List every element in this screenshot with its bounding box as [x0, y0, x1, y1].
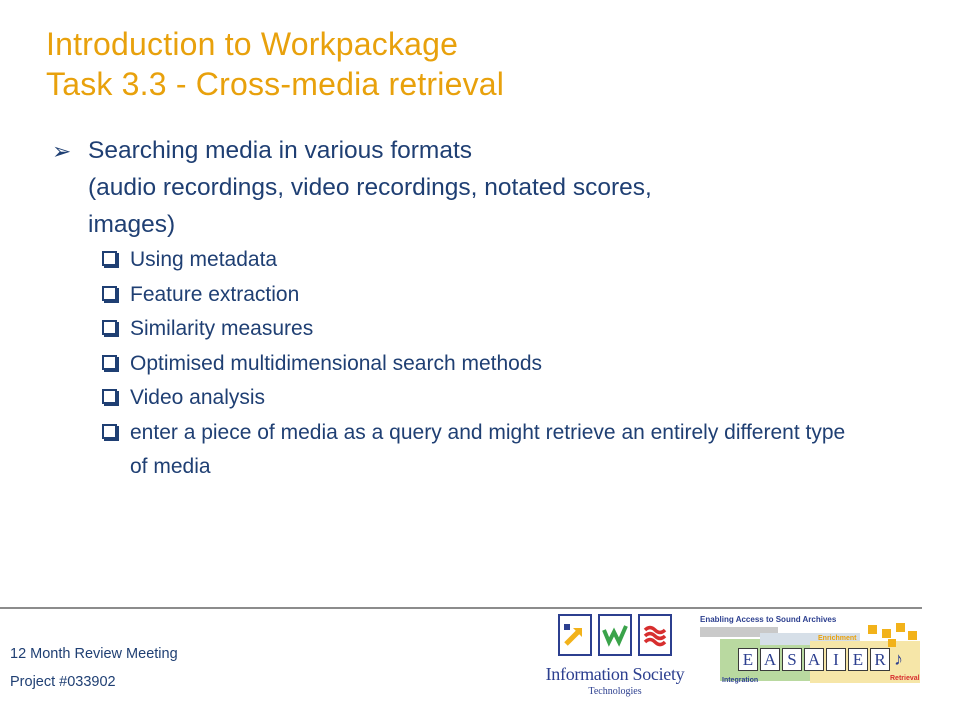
integration-label: Integration — [722, 677, 759, 684]
logo-square — [908, 631, 917, 640]
enrichment-label: Enrichment — [818, 635, 857, 642]
sub-bullet-text: Similarity measures — [130, 317, 314, 340]
logo-letter: I — [826, 648, 846, 671]
sub-bullet-item — [102, 381, 912, 416]
sub-bullet-text: Feature extraction — [130, 282, 300, 306]
sub-bullet-item — [102, 347, 912, 382]
checkbox-bullet-icon — [102, 355, 117, 370]
main-bullet-line-2: (audio recordings, video recordings, notated scores, — [88, 174, 652, 201]
logo-square — [882, 629, 891, 638]
sub-bullet-item — [102, 416, 850, 485]
checkbox-bullet-icon — [102, 286, 117, 301]
logo-square — [868, 625, 877, 634]
checkbox-bullet-icon — [102, 389, 117, 404]
checkbox-bullet-icon — [102, 251, 117, 266]
arrow-tile-icon — [558, 614, 592, 656]
logo-letter: R — [870, 648, 890, 671]
sub-bullet-text: Video analysis — [130, 386, 266, 409]
wave-tile-icon — [598, 614, 632, 656]
retrieval-label: Retrieval — [890, 675, 920, 682]
footer-project-number: Project #033902 — [10, 674, 116, 690]
sub-bullet-item — [102, 243, 912, 278]
sub-bullet-text: enter a piece of media as a query and might retrieve an entirely different type of media — [130, 420, 846, 478]
approx-tile-icon — [638, 614, 672, 656]
logo-letter: A — [760, 648, 780, 671]
music-note-icon: ♪ — [894, 649, 903, 669]
main-bullet-line-1: Searching media in various formats — [88, 137, 473, 164]
logo-letter: E — [848, 648, 868, 671]
sub-bullet-item — [102, 278, 912, 313]
logo-square — [896, 623, 905, 632]
sub-bullet-list — [102, 243, 912, 485]
logo-letter: A — [804, 648, 824, 671]
logo-square — [888, 639, 896, 647]
easaier-logo — [700, 615, 930, 690]
sub-bullet-text: Using metadata — [130, 248, 278, 271]
footer-divider — [0, 607, 922, 609]
sub-bullet-item — [102, 312, 912, 347]
ist-logo-name: Information Society — [545, 664, 685, 684]
slide-content — [52, 132, 912, 485]
arrow-bullet-icon: ➢ — [52, 138, 72, 164]
ist-logo-tiles — [558, 614, 672, 656]
information-society-logo — [540, 614, 690, 714]
logo-letter: E — [738, 648, 758, 671]
main-bullet-line-3: images) — [88, 211, 176, 238]
footer-meeting: 12 Month Review Meeting — [10, 646, 178, 662]
ist-logo-subtitle: Technologies — [588, 686, 642, 697]
logo-letter: S — [782, 648, 802, 671]
title-line-1: Introduction to Workpackage — [46, 26, 459, 62]
sub-bullet-text: Optimised multidimensional search methods — [130, 351, 543, 375]
main-bullet — [52, 132, 912, 243]
slide-title — [46, 24, 504, 104]
easaier-tagline: Enabling Access to Sound Archives — [700, 615, 837, 624]
title-line-2: Task 3.3 - Cross-media retrieval — [46, 66, 505, 102]
checkbox-bullet-icon — [102, 320, 117, 335]
checkbox-bullet-icon — [102, 424, 117, 439]
easaier-letter-row — [738, 648, 903, 671]
